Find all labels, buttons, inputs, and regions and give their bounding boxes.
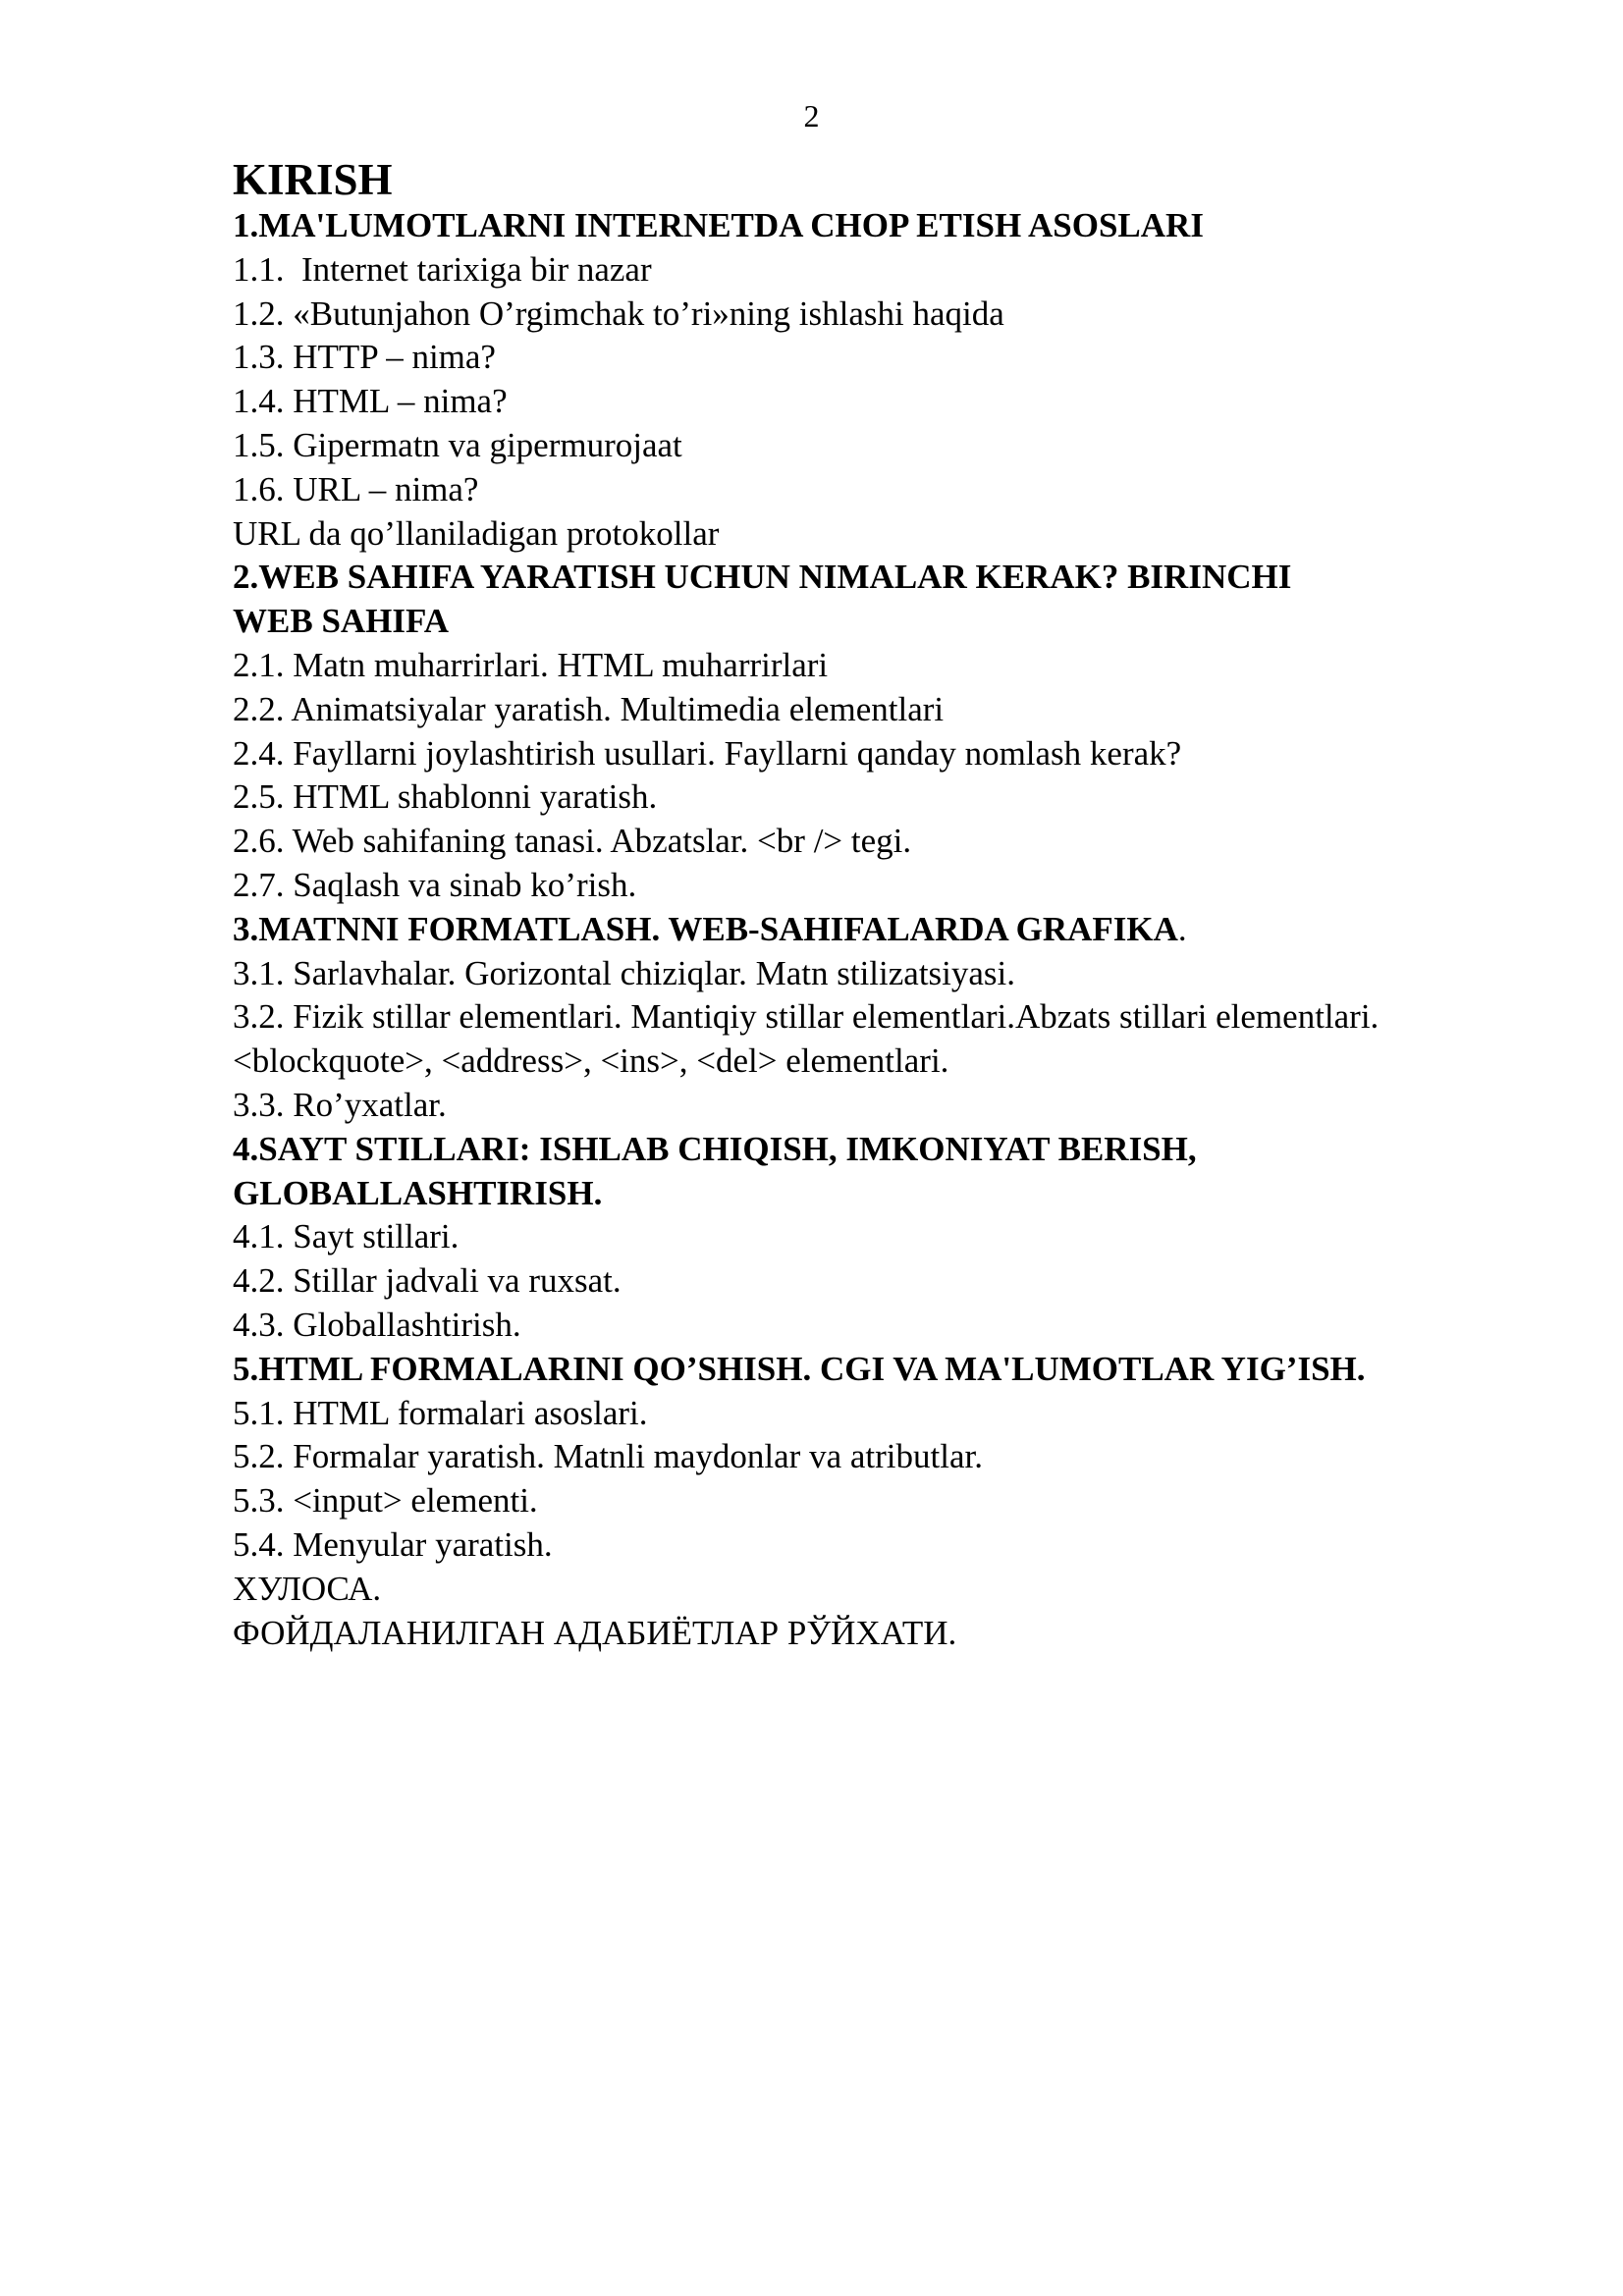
toc-entries — [233, 204, 1539, 1655]
toc-entry-text: 5.1. HTML formalari asoslari. — [233, 1393, 648, 1432]
toc-section-heading — [233, 1348, 1539, 1392]
toc-entry-text: 2.2. Animatsiyalar yaratish. Multimedia elementlari — [233, 689, 945, 728]
toc-item — [233, 688, 1539, 732]
toc-entry-text: 2.4. Fayllarni joylashtirish usullari. Fayllarni qanday nomlash kerak? — [233, 733, 1182, 773]
toc-item — [233, 424, 1539, 468]
toc-entry-text: 1.6. URL – nima? — [233, 469, 479, 508]
toc-entry-text: 3.3. Ro’yxatlar. — [233, 1085, 447, 1124]
toc-entry-text: 1.1. Internet tarixiga bir nazar — [233, 249, 652, 289]
toc-entry-trail: . — [1177, 909, 1187, 948]
toc-section-heading — [233, 204, 1539, 248]
toc-entry-text: 1.5. Gipermatn va gipermurojaat — [233, 425, 682, 464]
toc-section-heading — [233, 908, 1539, 952]
toc-item — [233, 1523, 1539, 1568]
toc-entry-text: ХУЛОСА. — [233, 1569, 382, 1608]
toc-entry-text: WEB SAHIFA — [233, 602, 450, 641]
toc-item — [233, 820, 1539, 864]
toc-entry-text: 2.1. Matn muharrirlari. HTML muharrirlari — [233, 645, 829, 684]
toc-item — [233, 1215, 1539, 1259]
toc-entry-text: 1.3. HTTP – nima? — [233, 338, 496, 377]
table-of-contents — [233, 155, 1539, 1655]
toc-entry-text: 1.2. «Butunjahon O’rgimchak to’ri»ning ishlashi haqida — [233, 294, 1004, 333]
toc-entry-text: URL da qo’llaniladigan protokollar — [233, 513, 720, 553]
toc-entry-text: 4.1. Sayt stillari. — [233, 1217, 460, 1256]
toc-entry-text: 4.3. Globallashtirish. — [233, 1305, 521, 1344]
toc-item — [233, 864, 1539, 908]
toc-item — [233, 775, 1539, 820]
toc-item — [233, 644, 1539, 688]
toc-section-heading — [233, 556, 1539, 600]
toc-entry-text: 5.4. Menyular yaratish. — [233, 1524, 553, 1564]
toc-entry-text: 1.4. HTML – nima? — [233, 382, 508, 421]
toc-entry-text: 3.1. Sarlavhalar. Gorizontal chiziqlar. Matn stilizatsiyasi. — [233, 953, 1016, 992]
toc-section-heading — [233, 1128, 1539, 1172]
toc-item — [233, 468, 1539, 512]
toc-item — [233, 1435, 1539, 1479]
toc-item — [233, 1392, 1539, 1436]
toc-entry-text: 2.7. Saqlash va sinab ko’rish. — [233, 865, 637, 904]
toc-item — [233, 512, 1539, 557]
toc-entry-text: 5.HTML FORMALARINI QO’SHISH. CGI VA MA'LUMOTLAR YIG’ISH. — [233, 1349, 1366, 1388]
toc-item — [233, 1304, 1539, 1348]
toc-entry-text: ФОЙДАЛАНИЛГАН АДАБИЁТЛАР РЎЙХАТИ. — [233, 1613, 957, 1652]
toc-entry-text: 4.2. Stillar jadvali va ruxsat. — [233, 1261, 622, 1301]
toc-item — [233, 995, 1539, 1040]
toc-item — [233, 1479, 1539, 1523]
toc-item — [233, 732, 1539, 776]
toc-item — [233, 336, 1539, 380]
toc-section-heading — [233, 1172, 1539, 1216]
toc-title: KIRISH — [233, 155, 393, 204]
toc-item — [233, 293, 1539, 337]
toc-entry-text: <blockquote>, <address>, <ins>, <del> elementlari. — [233, 1041, 949, 1081]
toc-entry-text: 5.3. <input> elementi. — [233, 1481, 538, 1521]
toc-item — [233, 1568, 1539, 1612]
toc-entry-text: 2.WEB SAHIFA YARATISH UCHUN NIMALAR KERAK? BIRINCHI — [233, 558, 1292, 597]
toc-item — [233, 1040, 1539, 1084]
page-number: 2 — [803, 98, 820, 133]
toc-entry-text: 5.2. Formalar yaratish. Matnli maydonlar va atributlar. — [233, 1437, 983, 1476]
toc-entry-text: 2.6. Web sahifaning tanasi. Abzatslar. <br /> tegi. — [233, 822, 912, 861]
toc-entry-text: 3.2. Fizik stillar elementlari. Mantiqiy stillar elementlari.Abzats stillari elementlari. — [233, 997, 1380, 1037]
toc-entry-text: 4.SAYT STILLARI: ISHLAB CHIQISH, IMKONIYAT BERISH, — [233, 1129, 1197, 1168]
toc-item — [233, 380, 1539, 424]
toc-item — [233, 1084, 1539, 1128]
toc-item — [233, 1612, 1539, 1656]
toc-entry-text: 2.5. HTML shablonni yaratish. — [233, 777, 658, 817]
toc-item — [233, 952, 1539, 996]
toc-entry-text: 1.MA'LUMOTLARNI INTERNETDA CHOP ETISH ASOSLARI — [233, 206, 1204, 244]
toc-entry-text: 3.MATNNI FORMATLASH. WEB-SAHIFALARDA GRAFIKA — [233, 909, 1178, 948]
toc-item — [233, 248, 1539, 293]
toc-section-heading — [233, 600, 1539, 644]
toc-item — [233, 1259, 1539, 1304]
toc-entry-text: GLOBALLASHTIRISH. — [233, 1173, 603, 1212]
